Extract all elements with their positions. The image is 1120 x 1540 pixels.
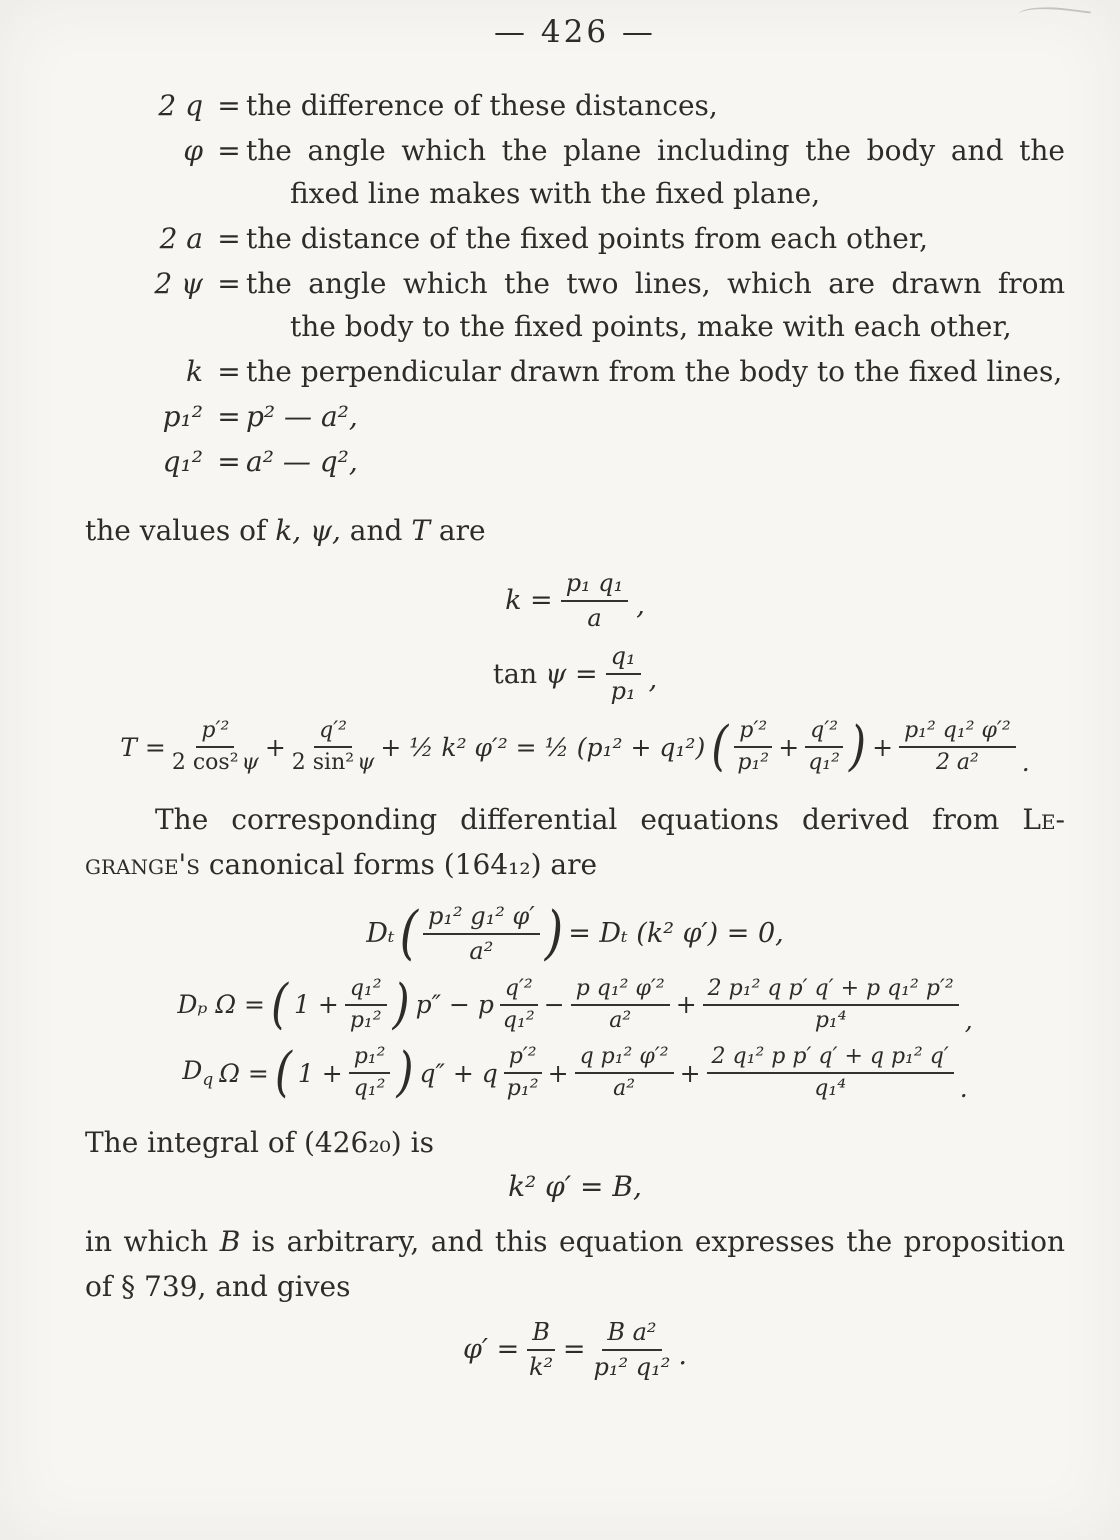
fraction	[575, 1043, 674, 1103]
eq-Dp-one-plus: 1 +	[294, 990, 339, 1020]
eq-Dq-lhs: Ω =	[219, 1058, 269, 1088]
fraction	[899, 717, 1016, 777]
fraction-numerator: B a²	[602, 1317, 661, 1351]
definition-row	[85, 350, 1065, 393]
values-text: are	[438, 514, 486, 547]
definition-line: a² — q²,	[246, 445, 358, 478]
fraction-numerator: p₁²	[349, 1043, 391, 1074]
equation-Dq-Omega	[85, 1043, 1065, 1103]
den-psi: ψ	[357, 750, 375, 776]
lagrange-name-part: Le-	[1022, 803, 1065, 837]
fraction	[606, 641, 641, 706]
eq-phi-period: .	[678, 1339, 687, 1371]
para-text: The corresponding differential equations derived from	[155, 803, 1000, 837]
eq-T-lhs: T =	[120, 732, 166, 762]
equals-sign: =	[217, 134, 241, 167]
integral-text: The integral of (426₂₀) is	[85, 1126, 434, 1160]
close-paren: )	[544, 900, 564, 968]
close-paren: )	[849, 715, 867, 778]
eq-Dp-term: p″ − p	[415, 990, 494, 1020]
eq-Dp-comma: ,	[964, 1005, 973, 1035]
fraction-denominator: p₁²	[349, 1007, 382, 1033]
fraction-numerator: p′²	[196, 717, 234, 748]
eq-Dq-period: .	[959, 1074, 968, 1104]
values-text: and	[349, 514, 403, 547]
equation-phi-prime	[85, 1317, 1065, 1382]
fraction-numerator: q₁²	[345, 975, 387, 1006]
fraction	[527, 1317, 555, 1382]
definition-text	[246, 129, 1065, 215]
B-symbol: B	[219, 1225, 241, 1259]
fraction-numerator: q′²	[805, 717, 843, 748]
fraction	[594, 1317, 671, 1382]
eq-k-lhs: k =	[505, 585, 553, 617]
definition-row	[85, 84, 1065, 127]
definition-line-continuation: fixed line makes with the fixed plane,	[290, 177, 821, 210]
values-symbols: k, ψ,	[275, 514, 341, 547]
fraction-denominator: p₁²	[506, 1076, 539, 1102]
open-paren: (	[399, 900, 419, 968]
paragraph-line	[85, 1264, 1065, 1309]
paragraph-line	[85, 1219, 1065, 1264]
eq-phi-lhs: φ′ =	[463, 1334, 520, 1366]
fraction-denominator: a²	[613, 1076, 636, 1102]
fraction-denominator: a²	[469, 936, 494, 965]
fraction-numerator: p₁² g₁² φ′	[423, 901, 540, 935]
fraction-denominator: p₁⁴	[814, 1007, 847, 1033]
open-paren: (	[711, 715, 729, 778]
eq-Dq-one-plus: 1 +	[297, 1058, 343, 1088]
fraction-denominator: a²	[609, 1007, 632, 1033]
eq-Dt-operator: Dₜ	[366, 918, 395, 950]
equation-k2-phi-B	[85, 1170, 1065, 1203]
definition-row	[85, 395, 1065, 438]
fraction	[734, 717, 772, 777]
close-paren: )	[396, 1041, 414, 1104]
eq-tan-lhs: ψ =	[545, 658, 598, 690]
fraction	[423, 901, 540, 966]
plus-sign: +	[679, 1058, 701, 1088]
fraction	[707, 1043, 954, 1103]
para-text: is arbitrary, and this equation expresses the proposition	[251, 1225, 1066, 1259]
fraction-numerator: q′²	[500, 975, 538, 1006]
fraction-denominator: p₁	[610, 677, 636, 706]
equals-sign: =	[217, 445, 241, 478]
paragraph-line	[85, 797, 1065, 842]
fraction-denominator: k²	[529, 1352, 554, 1381]
definition-symbol: 2 a	[159, 222, 203, 255]
equation-k	[85, 568, 1065, 633]
definition-text	[246, 395, 1065, 438]
equals-sign: =	[217, 89, 241, 122]
D-symbol: D	[182, 1056, 203, 1086]
fraction	[349, 1043, 391, 1103]
fraction-denominator: q₁²	[808, 750, 840, 776]
plus-sign: +	[547, 1058, 569, 1088]
definition-symbol: 2 q	[158, 89, 203, 122]
fraction	[504, 1043, 542, 1103]
fraction-numerator: q₁	[606, 641, 641, 675]
minus-sign: −	[543, 990, 565, 1020]
equation-T	[85, 717, 1065, 777]
fraction	[292, 717, 375, 777]
fraction-numerator: q′²	[314, 717, 352, 748]
definition-line: p² — a²,	[246, 400, 358, 433]
fraction-numerator: p′²	[734, 717, 772, 748]
plus-sign: +	[264, 732, 286, 762]
tan-function: tan	[492, 658, 538, 690]
definitions-list	[85, 84, 1065, 483]
eq-k-comma: ,	[636, 590, 645, 622]
fraction	[345, 975, 387, 1035]
fraction-numerator: p₁² q₁² φ′²	[899, 717, 1016, 748]
fraction	[561, 568, 629, 633]
definition-line: the difference of these distances,	[246, 89, 718, 122]
fraction-numerator: p q₁² φ′²	[571, 975, 670, 1006]
equation-Dp-Omega	[85, 975, 1065, 1035]
fraction-numerator: B	[527, 1317, 555, 1351]
open-paren: (	[274, 1041, 292, 1104]
fraction-denominator: p₁²	[737, 750, 770, 776]
definition-text	[246, 84, 1065, 127]
plus-sign: +	[872, 732, 894, 762]
para-text: canonical forms (164₁₂) are	[208, 848, 598, 882]
fraction-denominator: a	[587, 603, 602, 632]
fraction-denominator: 2 a²	[935, 750, 979, 776]
close-paren: )	[392, 973, 410, 1036]
fraction	[571, 975, 670, 1035]
den-psi: ψ	[241, 750, 259, 776]
fraction	[500, 975, 538, 1035]
D-subscript-q: q	[202, 1070, 214, 1091]
eq-Dt-rhs: = Dₜ (k² φ′) = 0,	[568, 918, 784, 950]
definition-row	[85, 262, 1065, 348]
definition-symbol: φ	[183, 134, 203, 167]
lagrange-name-part: grange's	[85, 848, 200, 882]
definition-row	[85, 129, 1065, 215]
definition-line-continuation: the body to the fixed points, make with each other,	[290, 310, 1012, 343]
values-text: the values of	[85, 514, 267, 547]
definition-text	[246, 440, 1065, 483]
fraction-denominator	[172, 748, 259, 777]
equation-tan-psi	[85, 641, 1065, 706]
equals-sign: =	[562, 1334, 586, 1366]
definition-text	[246, 217, 1065, 260]
paragraph-arbitrary-B	[85, 1219, 1065, 1309]
definition-symbol: 2 ψ	[154, 267, 203, 300]
fraction	[172, 717, 259, 777]
eq-Dq-term: q″ + q	[419, 1058, 498, 1088]
fraction-numerator: p′²	[504, 1043, 542, 1074]
integral-intro	[85, 1121, 1065, 1164]
fraction-denominator: q₁²	[353, 1076, 386, 1102]
fraction-numerator: q p₁² φ′²	[575, 1043, 674, 1074]
definition-symbol: k	[186, 355, 203, 388]
eq-Dq-operator	[182, 1056, 213, 1090]
eq-T-middle: + ½ k² φ′² = ½ (p₁² + q₁²)	[380, 732, 706, 762]
fraction-denominator: p₁² q₁²	[593, 1352, 671, 1381]
fraction	[805, 717, 843, 777]
definition-row	[85, 217, 1065, 260]
equals-sign: =	[217, 400, 241, 433]
definition-symbol: p₁²	[162, 400, 203, 433]
paragraph-differential	[85, 797, 1065, 887]
equation-Dt	[85, 901, 1065, 966]
open-paren: (	[270, 973, 289, 1036]
eq-tan-comma: ,	[648, 663, 658, 695]
para-text: of § 739, and gives	[85, 1270, 351, 1304]
definition-line: the distance of the fixed points from each other,	[246, 222, 929, 255]
definition-line: the perpendicular drawn from the body to the fixed lines,	[246, 355, 1063, 388]
definition-text	[246, 262, 1065, 348]
para-text: in which	[85, 1225, 209, 1259]
equals-sign: =	[217, 222, 241, 255]
fraction-numerator: p₁ q₁	[561, 568, 629, 602]
fraction	[703, 975, 959, 1035]
fraction-denominator	[292, 748, 375, 777]
fraction-numerator: 2 p₁² q p′ q′ + p q₁² p′²	[703, 975, 959, 1006]
paragraph-line	[85, 842, 1065, 887]
page-number: — 426 —	[494, 14, 656, 50]
plus-sign: +	[778, 732, 800, 762]
fraction-denominator: q₁²	[502, 1007, 535, 1033]
fraction-denominator: q₁⁴	[814, 1076, 847, 1102]
values-intro	[85, 509, 1065, 552]
eq-B-body: k² φ′ = B,	[508, 1170, 642, 1204]
equals-sign: =	[217, 267, 241, 300]
definition-text	[246, 350, 1065, 393]
den-sin: 2 sin²	[291, 750, 355, 776]
values-symbol-T: T	[411, 514, 431, 547]
fraction-numerator: 2 q₁² p p′ q′ + q p₁² q′	[707, 1043, 954, 1074]
equals-sign: =	[217, 355, 241, 388]
definition-symbol: q₁²	[162, 445, 203, 478]
eq-T-period: .	[1021, 748, 1030, 778]
definition-line: the angle which the plane including the body and the	[246, 134, 1065, 167]
plus-sign: +	[675, 990, 697, 1020]
den-cos: 2 cos²	[171, 750, 239, 776]
definition-line: the angle which the two lines, which are drawn from	[246, 267, 1065, 300]
eq-Dp-lhs: Dₚ Ω =	[177, 990, 265, 1020]
definition-row	[85, 440, 1065, 483]
